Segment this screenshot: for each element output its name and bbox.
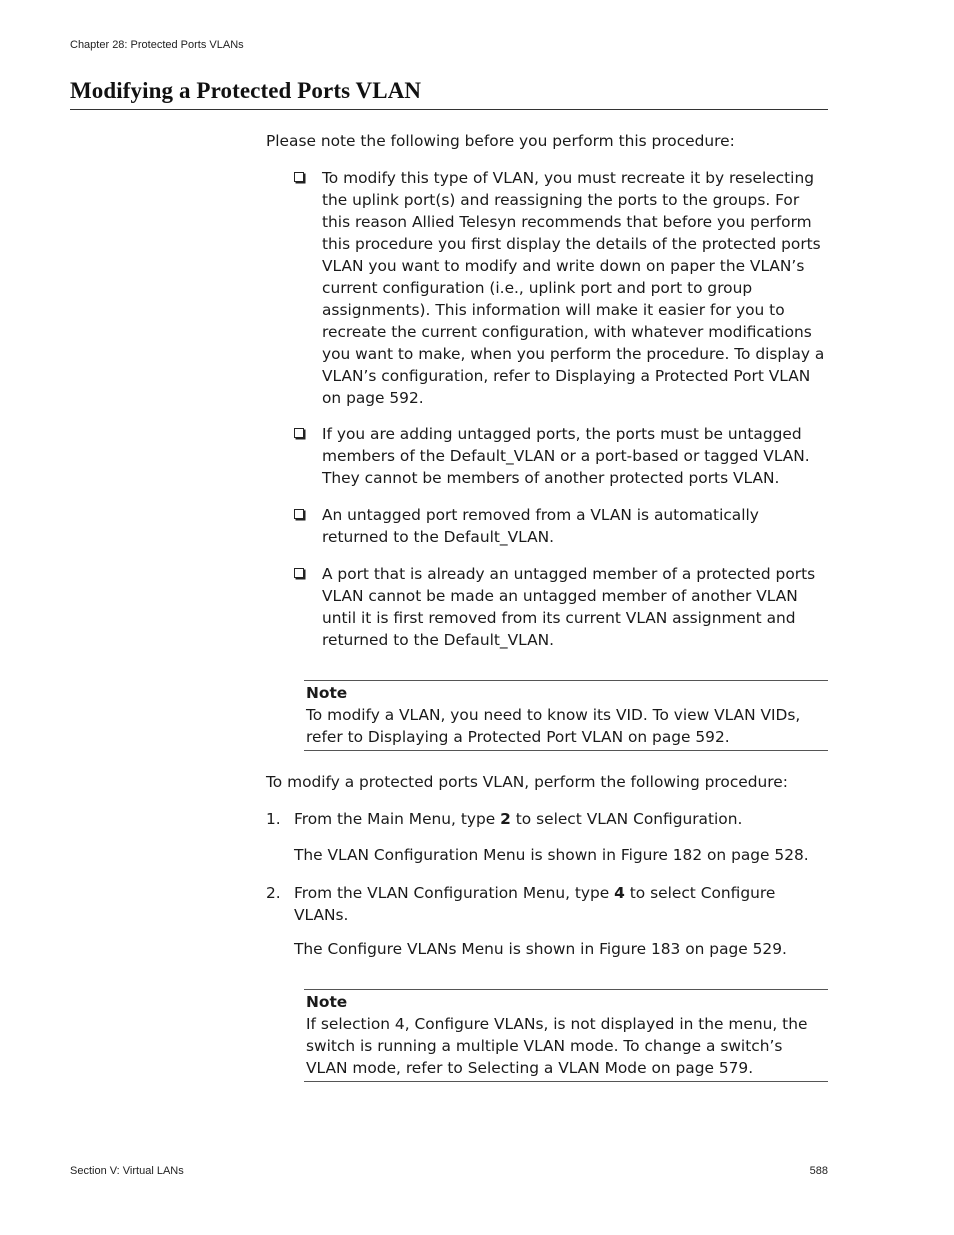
step-item: [266, 808, 828, 830]
title-rule: [70, 109, 828, 110]
note-text: If selection 4, Configure VLANs, is not displayed in the menu, the switch is running a multiple VLAN mode. To change a switch’s VLAN mode, refer to Selecting a VLAN Mode on page 579.: [306, 1015, 808, 1077]
procedure-intro: To modify a protected ports VLAN, perform the following procedure:: [266, 773, 788, 791]
bullet-item: [294, 563, 828, 651]
bullet-item: [294, 423, 828, 489]
running-header: Chapter 28: Protected Ports VLANs: [70, 39, 244, 51]
menu-key: 2: [500, 810, 511, 828]
checkbox-bullet-icon: [294, 509, 304, 519]
note-heading: Note: [306, 993, 348, 1011]
bullet-item: [294, 167, 828, 409]
running-footer-section: Section V: Virtual LANs: [70, 1165, 184, 1177]
note-text: To modify a VLAN, you need to know its VID. To view VLAN VIDs, refer to Displaying a Protected Port VLAN on page 592.: [306, 706, 801, 746]
bullet-item: [294, 504, 828, 548]
step-result: The VLAN Configuration Menu is shown in Figure 182 on page 528.: [294, 846, 809, 864]
note-box: [304, 989, 828, 1082]
page-number: 588: [809, 1165, 828, 1177]
step-number: 1.: [266, 810, 281, 828]
bullet-text: If you are adding untagged ports, the ports must be untagged members of the Default_VLAN or a port-based or tagged VLAN. They cannot be members of another protected ports VLAN.: [322, 425, 810, 487]
step-item: [266, 882, 828, 926]
checkbox-bullet-icon: [294, 428, 304, 438]
note-box: [304, 680, 828, 751]
bullet-text: To modify this type of VLAN, you must recreate it by reselecting the uplink port(s) and reassigning the ports to the groups. For this reason Allied Telesyn recommends that before you perform this procedure you first display the details of the protected ports VLAN you want to modify and write down on paper the VLAN’s current configuration (i.e., uplink port and port to group assignments). This information will make it easier for you to recreate the current configuration, with whatever modifications you want to make, when you perform the procedure. To display a VLAN’s configuration, refer to Displaying a Protected Port VLAN on page 592.: [322, 169, 825, 407]
step-text: From the VLAN Configuration Menu, type 4 to select Configure VLANs.: [294, 884, 776, 924]
page-title: Modifying a Protected Ports VLAN: [70, 78, 422, 103]
step-number: 2.: [266, 884, 281, 902]
step-result: The Configure VLANs Menu is shown in Figure 183 on page 529.: [294, 940, 787, 958]
note-heading: Note: [306, 684, 348, 702]
checkbox-bullet-icon: [294, 568, 304, 578]
bullet-text: A port that is already an untagged member of a protected ports VLAN cannot be made an untagged member of another VLAN until it is first removed from its current VLAN assignment and returned to the Default_VLAN.: [322, 565, 816, 649]
step-text: From the Main Menu, type 2 to select VLAN Configuration.: [294, 810, 743, 828]
menu-key: 4: [614, 884, 625, 902]
bullet-text: An untagged port removed from a VLAN is automatically returned to the Default_VLAN.: [322, 506, 759, 546]
intro-paragraph: Please note the following before you perform this procedure:: [266, 132, 735, 150]
checkbox-bullet-icon: [294, 172, 304, 182]
